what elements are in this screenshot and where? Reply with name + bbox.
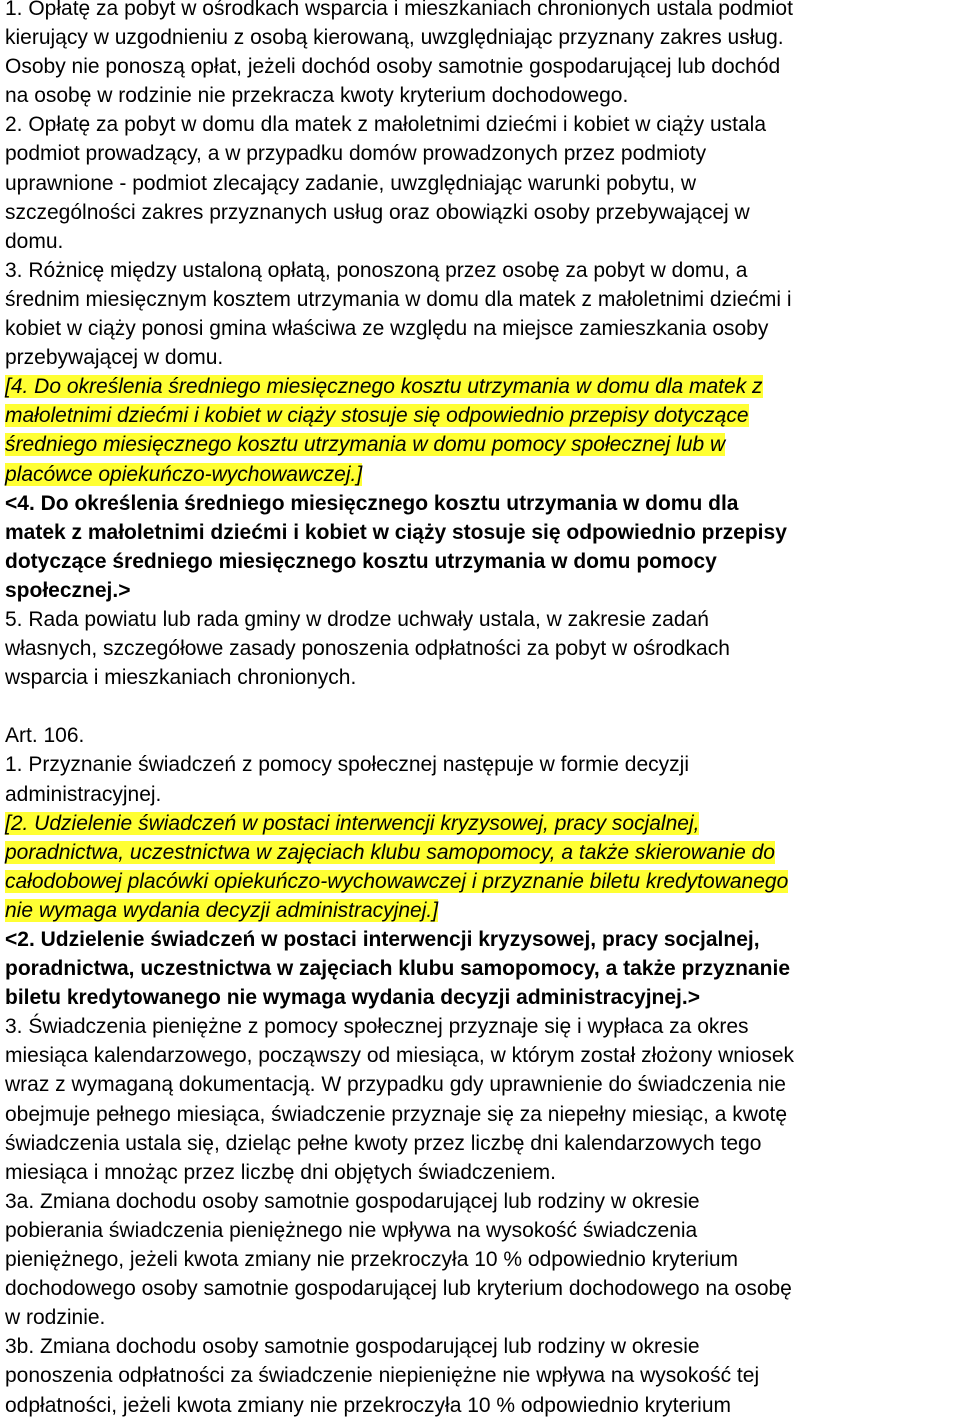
blank-line (5, 692, 960, 721)
article-heading: Art. 106. (5, 724, 85, 748)
paragraph-1: 1. Opłatę za pobyt w ośrodkach wsparcia i mieszkaniach chronionych ustala podmiot kierujący w uzgodnieniu z osobą kierowaną, uwzględniając przyznany zakres usług. Osoby nie ponoszą opłat, jeżeli dochód osoby samotnie gospodarującej lub dochód na osobę w rodzinie nie przekracza kwoty kryterium dochodowego. (5, 0, 793, 108)
paragraph-5: 5. Rada powiatu lub rada gminy w drodze uchwały ustala, w zakresie zadań własnych, szczegółowe zasady ponoszenia odpłatności za pobyt w ośrodkach wsparcia i mieszkaniach chronionych. (5, 607, 730, 690)
paragraph-4-old-highlighted: [4. Do określenia średniego miesięcznego kosztu utrzymania w domu dla matek z małoletnimi dziećmi i kobiet w ciąży stosuje się odpowiednio przepisy dotyczące średniego miesięcznego kosztu utrzymania w domu pomocy społecznej lub w placówce opiekuńczo-wychowawczej.] (5, 375, 763, 486)
art106-paragraph-3: 3. Świadczenia pieniężne z pomocy społecznej przyznaje się i wypłaca za okres miesiąca kalendarzowego, począwszy od miesiąca, w którym został złożony wniosek wraz z wymaganą dokumentacją. W przypadku gdy uprawnienie do świadczenia nie obejmuje pełnego miesiąca, świadczenie przyznaje się za niepełny miesiąc, a kwotę świadczenia ustala się, dzieląc pełne kwoty przez liczbę dni kalendarzowych tego miesiąca i mnożąc przez liczbę dni objętych świadczeniem. (5, 1015, 794, 1184)
paragraph-3: 3. Różnicę między ustaloną opłatą, ponoszoną przez osobę za pobyt w domu, a średnim miesięcznym kosztem utrzymania w domu dla matek z małoletnimi dziećmi i kobiet w ciąży ponosi gmina właściwa ze względu na miejsce zamieszkania osoby przebywającej w domu. (5, 258, 792, 370)
paragraph-2: 2. Opłatę za pobyt w domu dla matek z małoletnimi dziećmi i kobiet w ciąży ustala podmiot prowadzący, a w przypadku domów prowadzonych przez podmioty uprawnione - podmiot zlecający zadanie, uwzględniając warunki pobytu, w szczególności zakres przyznanych usług oraz obowiązki osoby przebywającej w domu. (5, 113, 766, 253)
art106-paragraph-3b: 3b. Zmiana dochodu osoby samotnie gospodarującej lub rodziny w okresie ponoszenia odpłatności za świadczenie niepieniężne nie wpływa na wysokość tej odpłatności, jeżeli kwota zmiany nie przekroczyła 10 % odpowiednio kryterium (5, 1335, 760, 1417)
art106-paragraph-2-old-highlighted: [2. Udzielenie świadczeń w postaci interwencji kryzysowej, pracy socjalnej, poradnictwa, uczestnictwa w zajęciach klubu samopomocy, a także skierowanie do całodobowej placówki opiekuńczo-wychowawczej i przyznanie biletu kredytowanego nie wymaga wydania decyzji administracyjnej.] (5, 811, 789, 922)
paragraph-4-new-bold: <4. Do określenia średniego miesięcznego kosztu utrzymania w domu dla matek z małoletnimi dziećmi i kobiet w ciąży stosuje się odpowiednio przepisy dotyczące średniego miesięcznego kosztu utrzymania w domu pomocy społecznej.> (5, 491, 787, 602)
art106-paragraph-1: 1. Przyznanie świadczeń z pomocy społecznej następuje w formie decyzji administracyjnej. (5, 753, 689, 806)
art106-paragraph-3a: 3a. Zmiana dochodu osoby samotnie gospodarującej lub rodziny w okresie pobierania świadczenia pieniężnego nie wpływa na wysokość świadczenia pieniężnego, jeżeli kwota zmiany nie przekroczyła 10 % odpowiednio kryterium dochodowego osoby samotnie gospodarującej lub kryterium dochodowego na osobę w rodzinie. (5, 1189, 792, 1330)
art106-paragraph-2-new-bold: <2. Udzielenie świadczeń w postaci interwencji kryzysowej, pracy socjalnej, poradnictwa, uczestnictwa w zajęciach klubu samopomocy, a także przyznanie biletu kredytowanego nie wymaga wydania decyzji administracyjnej.> (5, 928, 791, 1010)
document-page (5, 0, 960, 1420)
